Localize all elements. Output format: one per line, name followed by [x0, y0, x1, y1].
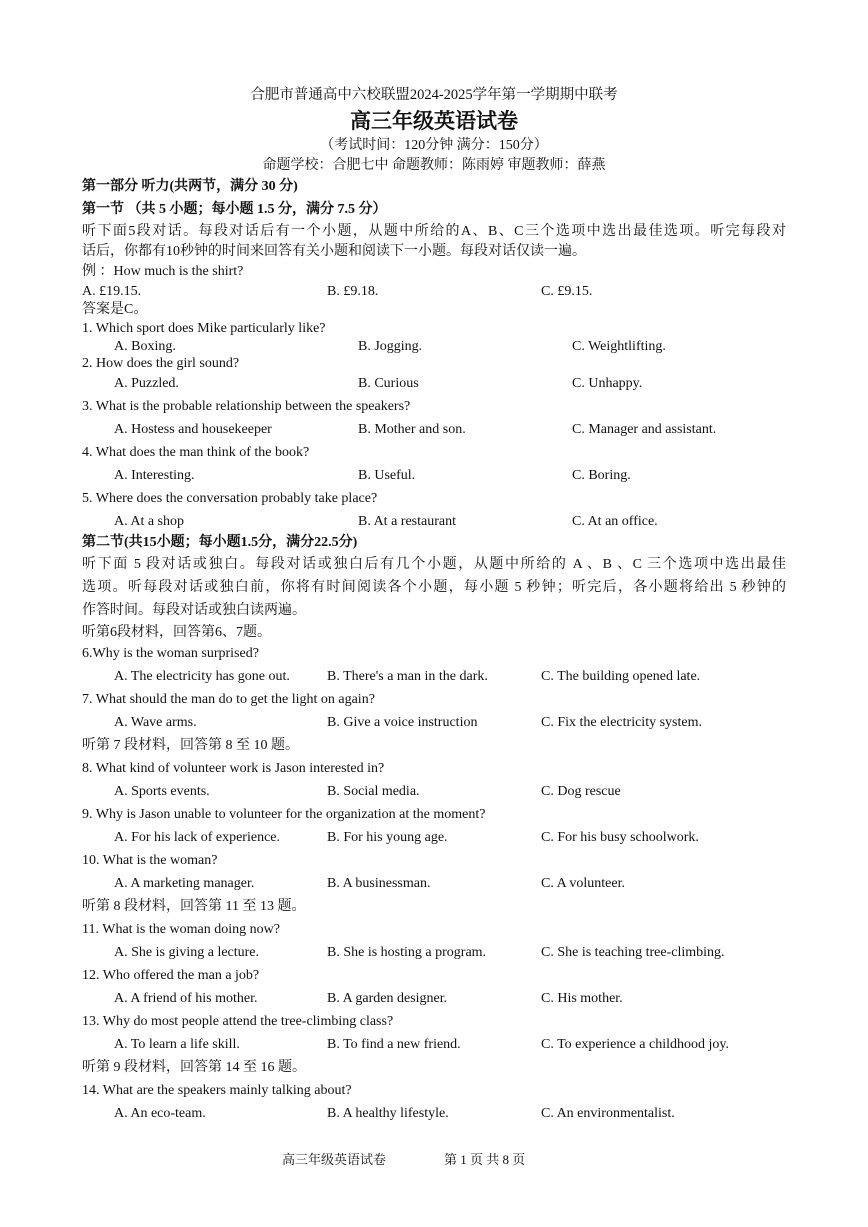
option-c: C. A volunteer.: [541, 876, 625, 891]
option-b: B. Curious: [358, 376, 419, 391]
example-question: 例 ：How much is the shirt?: [82, 264, 244, 279]
option-a: A. Puzzled.: [114, 376, 179, 391]
footer-subject: 高三年级英语试卷: [282, 1152, 387, 1167]
option-a: A. Wave arms.: [114, 715, 197, 730]
question-text: 2. How does the girl sound?: [82, 356, 240, 371]
option-c: C. Fix the electricity system.: [541, 715, 702, 730]
question-text: 10. What is the woman?: [82, 853, 218, 868]
example-option-c: C. £9.15.: [541, 284, 593, 299]
option-a: A. Hostess and housekeeper: [114, 422, 272, 437]
option-c: C. She is teaching tree-climbing.: [541, 945, 725, 960]
option-c: C. For his busy schoolwork.: [541, 830, 699, 845]
option-b: B. She is hosting a program.: [327, 945, 487, 960]
example-option-a: A. £19.15.: [82, 284, 142, 299]
option-a: A. To learn a life skill.: [114, 1037, 240, 1052]
material-note: 听第6段材料，回答第6、7题。: [82, 625, 271, 640]
option-a: A. A friend of his mother.: [114, 991, 258, 1006]
option-c: C. To experience a childhood joy.: [541, 1037, 729, 1052]
part1-heading: 第一部分 听力(共两节，满分 30 分): [82, 179, 298, 194]
question-text: 4. What does the man think of the book?: [82, 445, 310, 460]
section1-heading: 第一节 （共 5 小题；每小题 1.5 分，满分 7.5 分）: [82, 202, 387, 217]
question-text: 14. What are the speakers mainly talking about?: [82, 1083, 352, 1098]
material-note: 听第 8 段材料，回答第 11 至 13 题。: [82, 899, 306, 914]
option-a: A. Boxing.: [114, 339, 176, 354]
exam-title: 高三年级英语试卷: [350, 109, 518, 133]
question-text: 12. Who offered the man a job?: [82, 968, 260, 983]
option-b: B. For his young age.: [327, 830, 448, 845]
option-c: C. At an office.: [572, 514, 658, 529]
section2-instruction: 听下面 5 段对话或独白。每段对话或独白后有几个小题，从题中所给的 A 、B 、C 三个选项中选出最佳: [82, 557, 786, 572]
option-a: A. She is giving a lecture.: [114, 945, 260, 960]
question-text: 3. What is the probable relationship between the speakers?: [82, 399, 411, 414]
question-text: 5. Where does the conversation probably take place?: [82, 491, 378, 506]
option-c: C. Unhappy.: [572, 376, 643, 391]
question-text: 11. What is the woman doing now?: [82, 922, 280, 937]
option-a: A. Interesting.: [114, 468, 195, 483]
exam-header-line: 合肥市普通高中六校联盟2024-2025学年第一学期期中联考: [250, 87, 618, 103]
option-c: C. Weightlifting.: [572, 339, 666, 354]
question-text: 1. Which sport does Mike particularly like?: [82, 321, 326, 336]
material-note: 听第 7 段材料，回答第 8 至 10 题。: [82, 738, 299, 753]
option-a: A. For his lack of experience.: [114, 830, 280, 845]
option-b: B. Mother and son.: [358, 422, 466, 437]
example-answer: 答案是C。: [82, 302, 148, 317]
option-a: A. An eco-team.: [114, 1106, 206, 1121]
option-b: B. Useful.: [358, 468, 416, 483]
option-b: B. A healthy lifestyle.: [327, 1106, 449, 1121]
option-b: B. At a restaurant: [358, 514, 456, 529]
exam-staff: 命题学校：合肥七中 命题教师：陈雨婷 审题教师：薛燕: [262, 158, 606, 173]
option-b: B. Social media.: [327, 784, 420, 799]
section1-instruction: 听下面5段对话。每段对话后有一个小题，从题中所给的A、B、C三个选项中选出最佳选项。听完每段对: [82, 224, 786, 239]
option-a: A. A marketing manager.: [114, 876, 255, 891]
option-a: A. At a shop: [114, 514, 184, 529]
option-c: C. His mother.: [541, 991, 623, 1006]
question-text: 9. Why is Jason unable to volunteer for the organization at the moment?: [82, 807, 486, 822]
option-a: A. The electricity has gone out.: [114, 669, 290, 684]
question-text: 13. Why do most people attend the tree-climbing class?: [82, 1014, 394, 1029]
option-a: A. Sports events.: [114, 784, 210, 799]
option-b: B. Give a voice instruction: [327, 715, 478, 730]
footer-page-number: 第 1 页 共 8 页: [444, 1152, 526, 1167]
option-c: C. Manager and assistant.: [572, 422, 717, 437]
question-text: 6.Why is the woman surprised?: [82, 646, 259, 661]
section2-instruction: 选项。听每段对话或独白前，你将有时间阅读各个小题，每小题 5 秒钟；听完后，各小题将给出 5 秒钟的: [82, 580, 786, 595]
section2-instruction: 作答时间。每段对话或独白读两遍。: [82, 603, 306, 618]
section2-heading: 第二节(共15小题；每小题1.5分，满分22.5分): [82, 535, 358, 550]
option-c: C. An environmentalist.: [541, 1106, 675, 1121]
option-b: B. A garden designer.: [327, 991, 448, 1006]
option-c: C. Dog rescue: [541, 784, 621, 799]
option-b: B. Jogging.: [358, 339, 423, 354]
question-text: 7. What should the man do to get the light on again?: [82, 692, 375, 707]
material-note: 听第 9 段材料，回答第 14 至 16 题。: [82, 1060, 306, 1075]
section1-instruction: 话后，你都有10秒钟的时间来回答有关小题和阅读下一小题。每段对话仅读一遍。: [82, 244, 586, 259]
option-c: C. The building opened late.: [541, 669, 701, 684]
option-b: B. To find a new friend.: [327, 1037, 461, 1052]
example-option-b: B. £9.18.: [327, 284, 379, 299]
option-b: B. There's a man in the dark.: [327, 669, 488, 684]
option-c: C. Boring.: [572, 468, 631, 483]
exam-time-score: （考试时间：120分钟 满分：150分）: [320, 138, 548, 153]
question-text: 8. What kind of volunteer work is Jason interested in?: [82, 761, 385, 776]
option-b: B. A businessman.: [327, 876, 431, 891]
